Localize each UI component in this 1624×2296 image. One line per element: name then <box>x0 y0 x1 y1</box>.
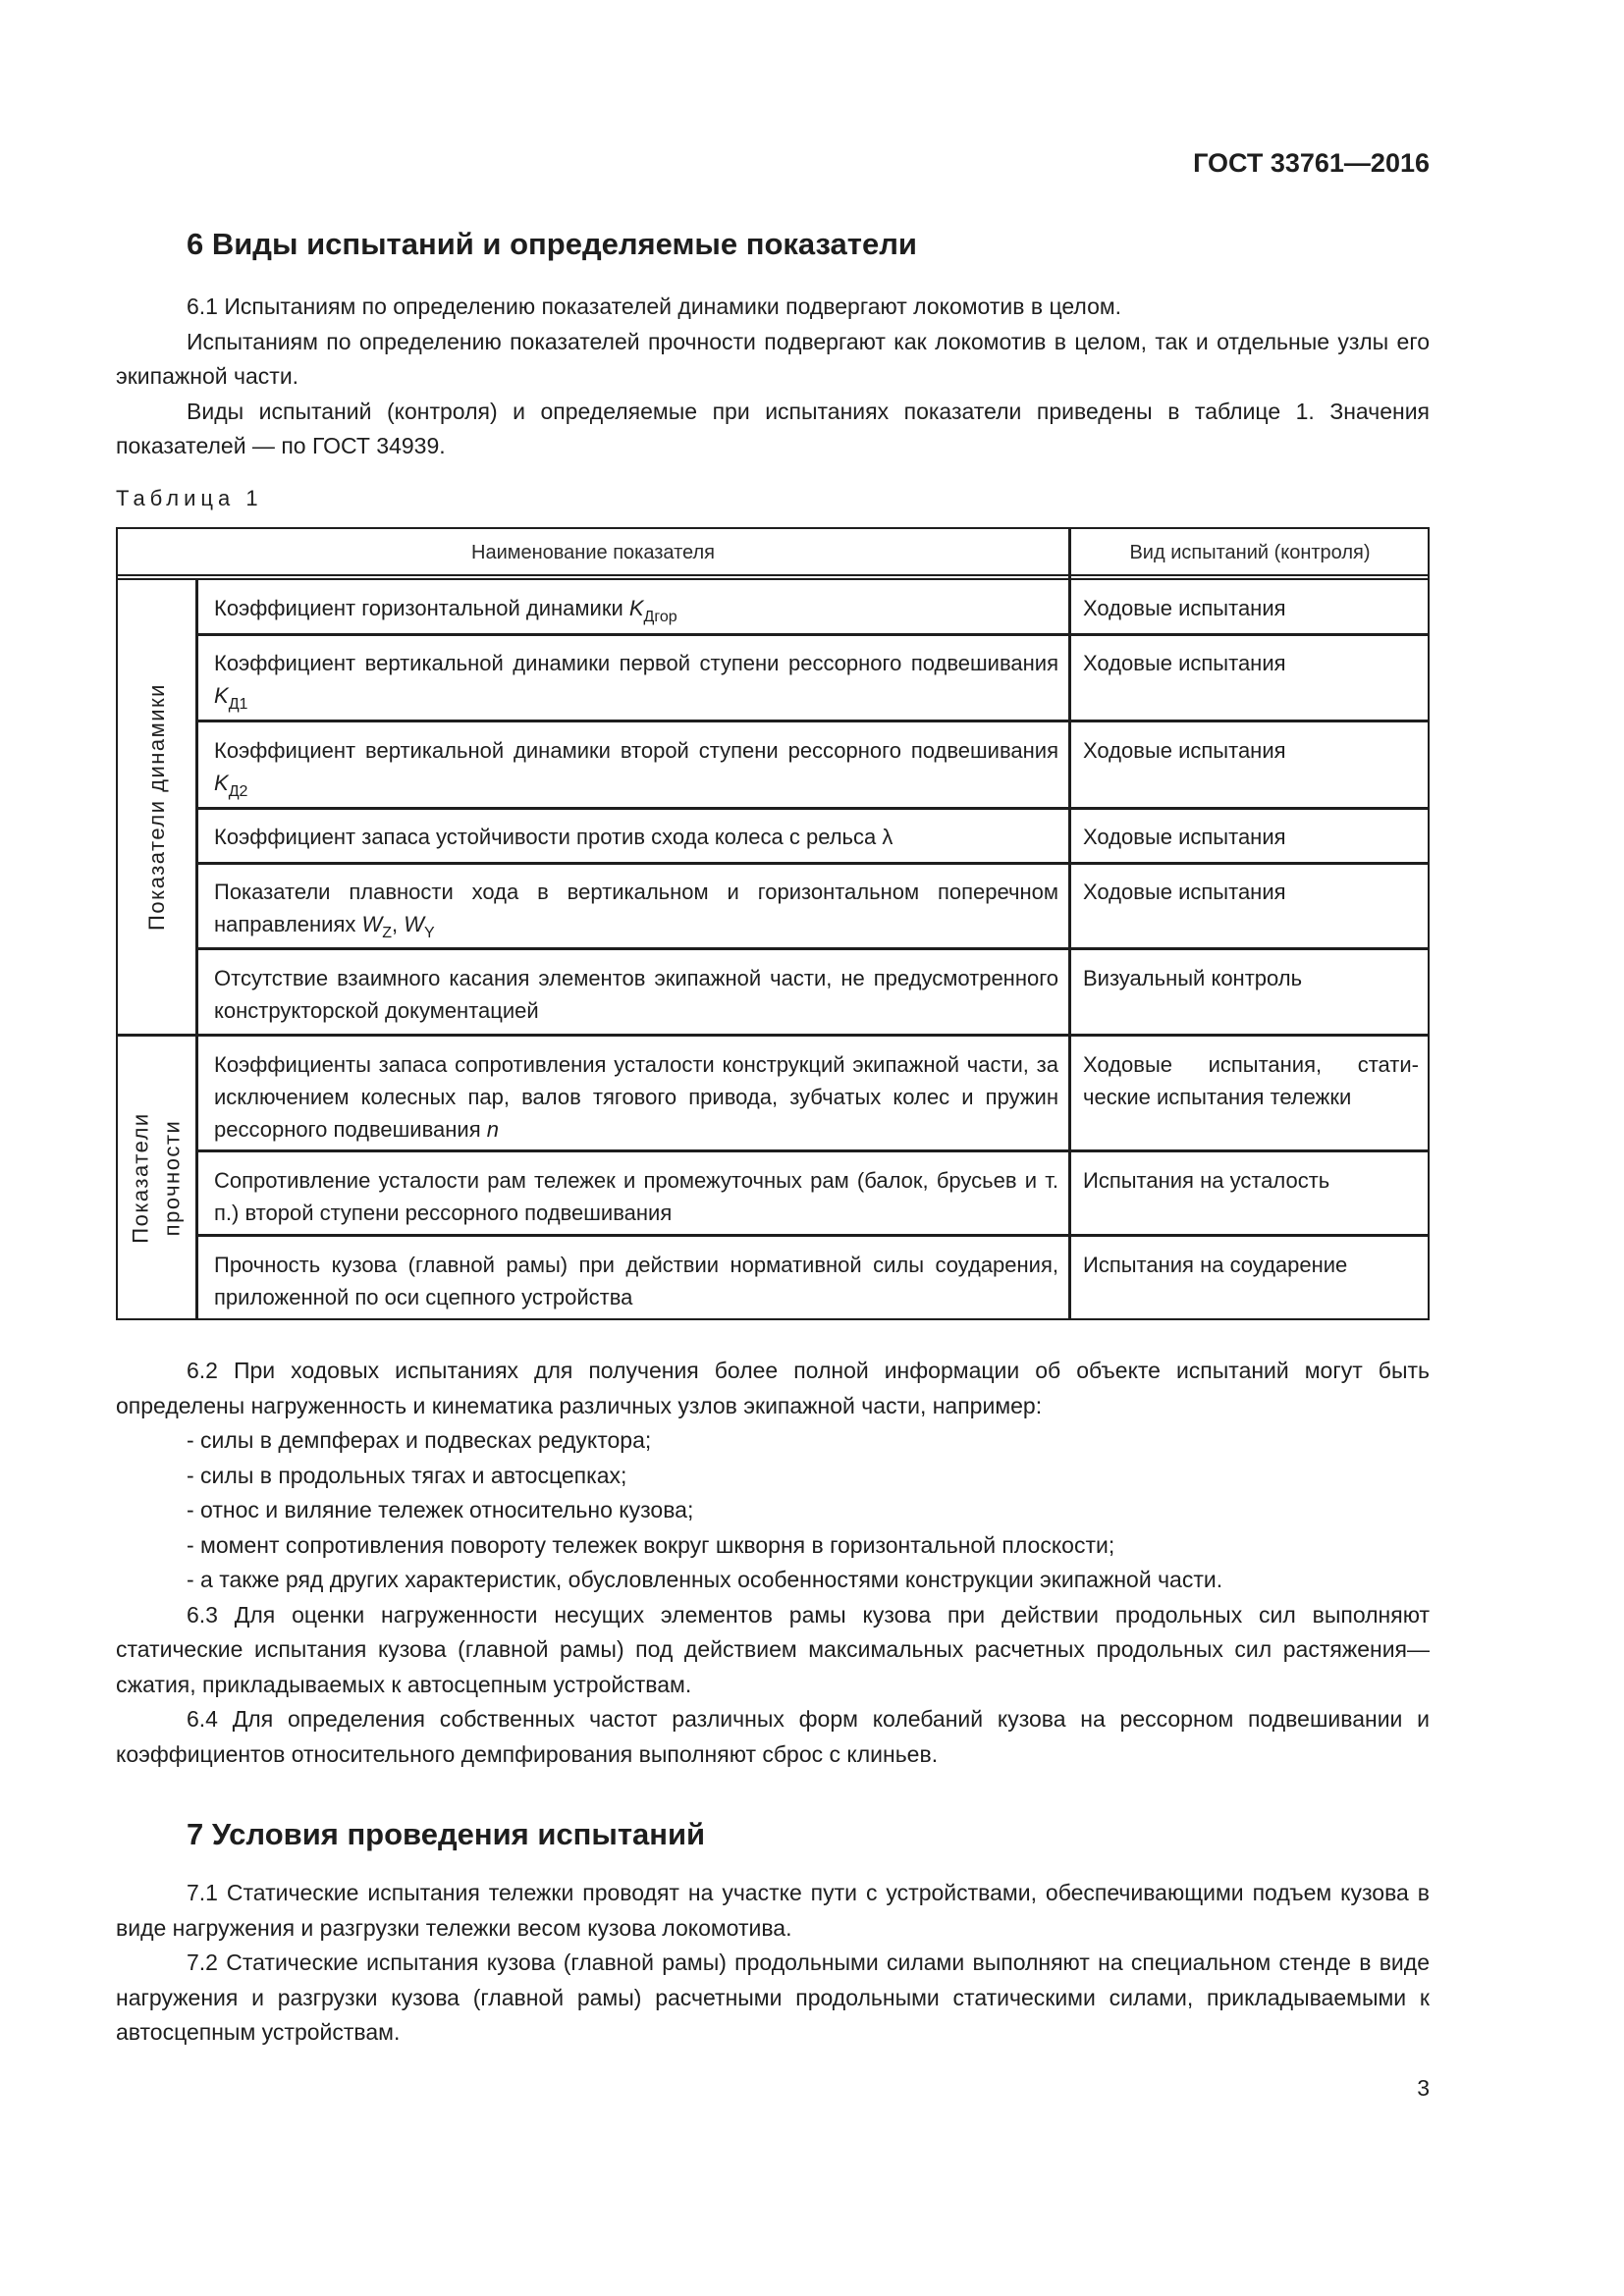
table-row-name: Коэффициент горизонтальной динамики $K_{Дгор}$ <box>214 596 677 625</box>
page-number: 3 <box>1417 2075 1430 2101</box>
section-6-2-text <box>116 1354 1430 1772</box>
table-row-name: Коэффициент вертикальной динамики второй ступени рессорного подвешивания $K_{Д2}$ <box>214 738 1058 800</box>
table-row-test-type: Ходовые испытания <box>1083 825 1286 849</box>
section-6-heading: 6 Виды испытаний и определяемые показатели <box>187 227 917 261</box>
paragraph-6-1: 6.1 Испытаниям по определению показателей динамики подвергают локомотив в целом. <box>187 294 1122 319</box>
list-item: - момент сопротивления повороту тележек вокруг шкворня в горизонтальной плоскости; <box>187 1531 1115 1558</box>
paragraph-6-4: 6.4 Для определения собственных частот различных форм колебаний кузова на рессорном подвешивании и коэффициентов относительного демпфирования выполняют сброс с клиньев. <box>116 1706 1430 1767</box>
list-item: - силы в демпферах и подвесках редуктора; <box>187 1427 652 1453</box>
document-header: ГОСТ 33761—2016 <box>1193 148 1430 178</box>
table-row-name: Сопротивление усталости рам тележек и промежуточных рам (балок, брусьев и т. п.) второй ступени рессорного подвешивания <box>214 1168 1058 1225</box>
table-row-test-type: Ходовые испытания <box>1083 596 1286 620</box>
table-row-name: Коэффициенты запаса сопротивления усталости конструкций экипажной части, за исключением колесных пар, валов тягового привода, зубчатых колес и пружин рессорного подвешивания n <box>214 1052 1058 1142</box>
paragraph-6-3: 6.3 Для оценки нагруженности несущих элементов рамы кузова при действии продольных сил выполняют статические испытания кузова (главной рамы) под действием максимальных расчетных продольных сил растяжения—сжатия, прикладываемых к автосцепным устройствам. <box>116 1601 1430 1697</box>
section-7-text <box>116 1876 1430 2051</box>
table-row-name: Коэффициент запаса устойчивости против схода колеса с рельса λ <box>214 825 893 849</box>
paragraph-6-1c: Виды испытаний (контроля) и определяемые при испытаниях показатели приведены в таблице 1. Значения показателей — по ГОСТ 34939. <box>116 398 1430 458</box>
table-row-name: Отсутствие взаимного касания элементов экипажной части, не предусмотренного конструкторской документацией <box>214 966 1058 1023</box>
table-row-test-type: Испытания на усталость <box>1083 1168 1330 1193</box>
table-1 <box>116 527 1430 1320</box>
table-header-indicator: Наименование показателя <box>471 541 715 563</box>
paragraph-6-2: 6.2 При ходовых испытаниях для получения более полной информации об объекте испытаний могут быть определены нагруженность и кинематика различных узлов экипажной части, например: <box>116 1358 1430 1418</box>
list-item: - относ и виляние тележек относительно кузова; <box>187 1497 694 1522</box>
group-label-strength: Показатели прочности <box>128 1112 185 1244</box>
table-row-test-type: Ходовые испытания, статические испытания тележки <box>1083 1052 1419 1109</box>
table-row-name: Коэффициент вертикальной динамики первой ступени рессорного подвешивания $K_{Д1}$ <box>214 651 1058 713</box>
list-item: - а также ряд других характеристик, обусловленных особенностями конструкции экипажной части. <box>187 1567 1223 1592</box>
table-row-test-type: Ходовые испытания <box>1083 738 1286 763</box>
list-item: - силы в продольных тягах и автосцепках; <box>187 1462 627 1488</box>
table-row-name: Прочность кузова (главной рамы) при действии нормативной силы соударения, приложенной по оси сцепного устройства <box>214 1253 1058 1309</box>
paragraph-7-2: 7.2 Статические испытания кузова (главной рамы) продольными силами выполняют на специальном стенде в виде нагружения и разгрузки кузова (главной рамы) расчетными продольными статическими силами, прикладываемыми к автосцепным устройствам. <box>116 1949 1430 2045</box>
table-row-test-type: Ходовые испытания <box>1083 651 1286 675</box>
table-header-test-type: Вид испытаний (контроля) <box>1129 541 1371 563</box>
group-label-dynamics: Показатели динамики <box>143 683 169 931</box>
table-caption: Таблица 1 <box>116 486 263 510</box>
table-row-test-type: Испытания на соударение <box>1083 1253 1348 1277</box>
table-row-name: Показатели плавности хода в вертикальном и горизонтальном поперечном направлениях $W_Z$, $W_Y$ <box>214 880 1058 941</box>
paragraph-7-1: 7.1 Статические испытания тележки проводят на участке пути с устройствами, обеспечивающими подъем кузова в виде нагружения и разгрузки тележки весом кузова локомотива. <box>116 1880 1430 1941</box>
section-7-heading: 7 Условия проведения испытаний <box>187 1817 706 1851</box>
section-6-1-text <box>116 290 1430 464</box>
table-row-test-type: Визуальный контроль <box>1083 966 1303 990</box>
paragraph-6-1b: Испытаниям по определению показателей прочности подвергают как локомотив в целом, так и отдельные узлы его экипажной части. <box>116 328 1430 389</box>
header-line-1 <box>118 574 1428 576</box>
table-row-test-type: Ходовые испытания <box>1083 880 1286 904</box>
